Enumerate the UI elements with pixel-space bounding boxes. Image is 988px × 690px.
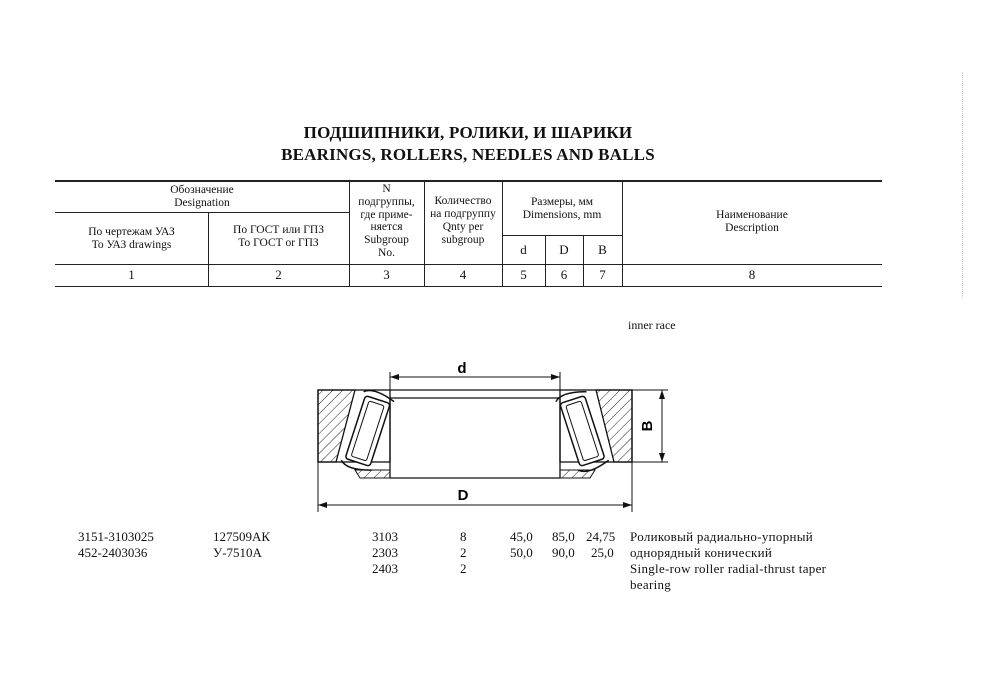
gost-number: 127509АК (213, 529, 271, 544)
scrollbar[interactable] (962, 72, 965, 298)
subgroup-number: 3103 (372, 529, 398, 544)
dim-D-value: 90,0 (552, 545, 575, 560)
cropped-text: inner race (628, 318, 676, 332)
quantity: 8 (460, 529, 467, 544)
description-line-3: Single-row roller radial-thrust taper (630, 561, 827, 576)
subgroup-number: 2403 (372, 561, 398, 576)
col-number-4: 4 (459, 267, 467, 282)
dim-B-header: B (598, 242, 607, 257)
subgroup-number: 2303 (372, 545, 398, 560)
dim-B-value: 24,75 (586, 529, 616, 544)
col-number-5: 5 (520, 267, 527, 282)
designation-header: Обозначение Designation (170, 184, 234, 209)
quantity: 2 (460, 561, 467, 576)
dimension-d (390, 372, 560, 390)
col-number-8: 8 (748, 267, 756, 282)
col-number-7: 7 (599, 267, 606, 282)
label-D: D (457, 487, 469, 504)
dimensions-header: Размеры, мм Dimensions, mm (522, 196, 602, 221)
col-number-6: 6 (560, 267, 568, 282)
page-title-ru: ПОДШИПНИКИ, РОЛИКИ, И ШАРИКИ (303, 123, 633, 142)
dim-d-header: d (520, 242, 527, 257)
label-B: B (639, 420, 656, 432)
gost-number: У-7510А (213, 545, 262, 560)
description-header: Наименование Description (716, 209, 788, 234)
gost-header: По ГОСТ или ГПЗ To ГОСТ or ГПЗ (233, 224, 324, 249)
uaz-header: По чертежам УАЗ To УАЗ drawings (88, 226, 175, 251)
quantity-header: Количество на подгруппу Qnty per subgroup (430, 195, 496, 246)
subgroup-header: N подгруппы, где приме- няется Subgroup No. (358, 183, 415, 259)
dim-d-value: 50,0 (510, 545, 533, 560)
dim-D-header: D (559, 242, 569, 257)
dim-d-value: 45,0 (510, 529, 533, 544)
part-number: 3151-3103025 (78, 529, 154, 544)
description-line-4: bearing (630, 577, 672, 592)
col-number-2: 2 (275, 267, 282, 282)
col-number-3: 3 (383, 267, 390, 282)
quantity: 2 (460, 545, 467, 560)
dim-B-value: 25,0 (591, 545, 614, 560)
part-number: 452-2403036 (78, 545, 148, 560)
label-d: d (457, 360, 467, 377)
inner-race (355, 390, 595, 478)
item-description (630, 529, 860, 593)
col-number-1: 1 (128, 267, 135, 282)
dim-D-value: 85,0 (552, 529, 575, 544)
description-line-2: однорядный конический (630, 545, 773, 560)
description-line-1: Роликовый радиально-упорный (630, 529, 814, 544)
page-title-en: BEARINGS, ROLLERS, NEEDLES AND BALLS (281, 145, 655, 164)
